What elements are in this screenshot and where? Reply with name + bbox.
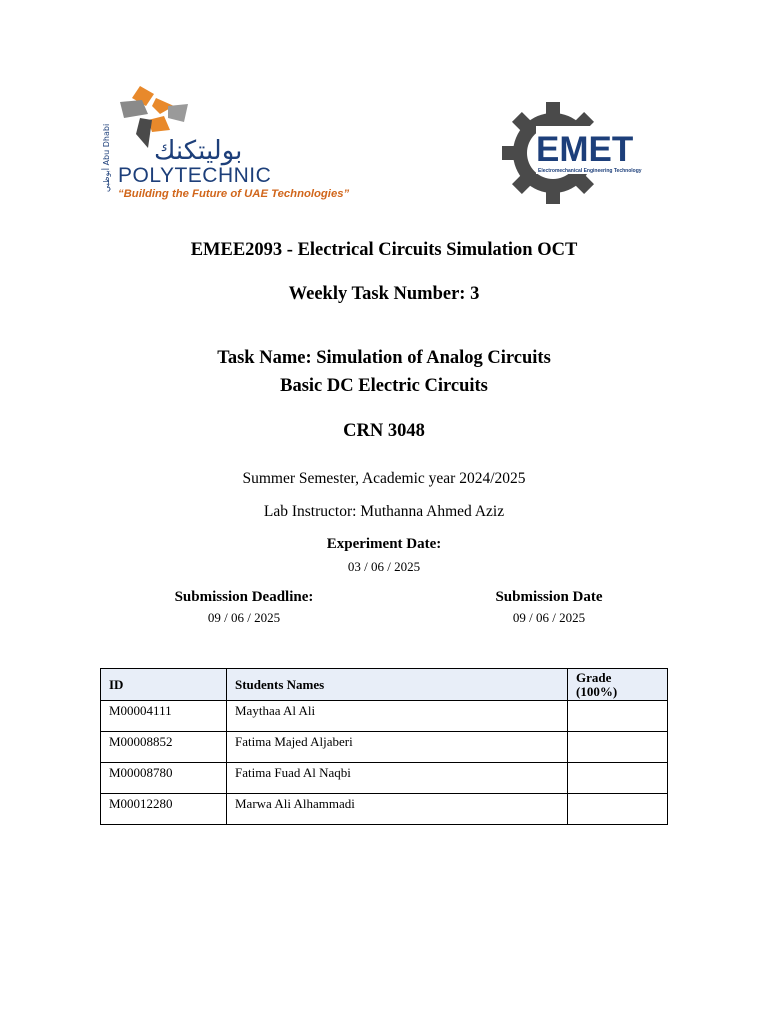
table-row (101, 701, 668, 732)
experiment-date-label: Experiment Date: (326, 536, 442, 552)
student-grade (568, 794, 668, 825)
students-table (100, 668, 668, 825)
task-name: Task Name: Simulation of Analog Circuits (217, 348, 551, 368)
student-id: M00004111 (101, 701, 227, 732)
submission-deadline-label: Submission Deadline: (174, 589, 314, 605)
table-row (101, 732, 668, 763)
polytechnic-logo (104, 84, 364, 208)
student-name: Marwa Ali Alhammadi (227, 794, 568, 825)
polytechnic-name: POLYTECHNIC (118, 164, 272, 187)
emet-logo (500, 100, 660, 206)
polytechnic-arabic-name: بوليتكنك (154, 136, 243, 166)
id-header: ID (101, 669, 227, 701)
student-name: Maythaa Al Ali (227, 701, 568, 732)
submission-date: 09 / 06 / 2025 (512, 610, 586, 625)
emet-name: EMET (536, 130, 634, 169)
grade-header-line2: (100%) (576, 683, 618, 699)
emet-subtitle: Electromechanical Engineering Technology (538, 168, 642, 174)
student-grade (568, 701, 668, 732)
table-row (101, 763, 668, 794)
student-id: M00012280 (101, 794, 227, 825)
weekly-task-number: Weekly Task Number: 3 (288, 284, 480, 304)
grade-header-line1: Grade (576, 669, 612, 685)
polytechnic-vertical-text: أبوظبي Abu Dhabi (102, 123, 111, 192)
semester-info: Summer Semester, Academic year 2024/2025 (242, 470, 526, 487)
submission-date-label: Submission Date (495, 589, 603, 605)
students-names-header: Students Names (227, 669, 568, 701)
student-grade (568, 763, 668, 794)
student-id: M00008780 (101, 763, 227, 794)
crn: CRN 3048 (343, 421, 425, 441)
table-header-row (101, 669, 668, 701)
lab-instructor: Lab Instructor: Muthanna Ahmed Aziz (263, 503, 505, 520)
submission-deadline: 09 / 06 / 2025 (207, 610, 281, 625)
student-id: M00008852 (101, 732, 227, 763)
polytechnic-tagline: “Building the Future of UAE Technologies” (118, 188, 350, 200)
course-title: EMEE2093 - Electrical Circuits Simulation OCT (190, 240, 578, 260)
student-name: Fatima Majed Aljaberi (227, 732, 568, 763)
experiment-date: 03 / 06 / 2025 (347, 559, 421, 574)
student-grade (568, 732, 668, 763)
grade-header (568, 669, 668, 701)
student-name: Fatima Fuad Al Naqbi (227, 763, 568, 794)
table-row (101, 794, 668, 825)
task-subtitle: Basic DC Electric Circuits (280, 376, 488, 396)
